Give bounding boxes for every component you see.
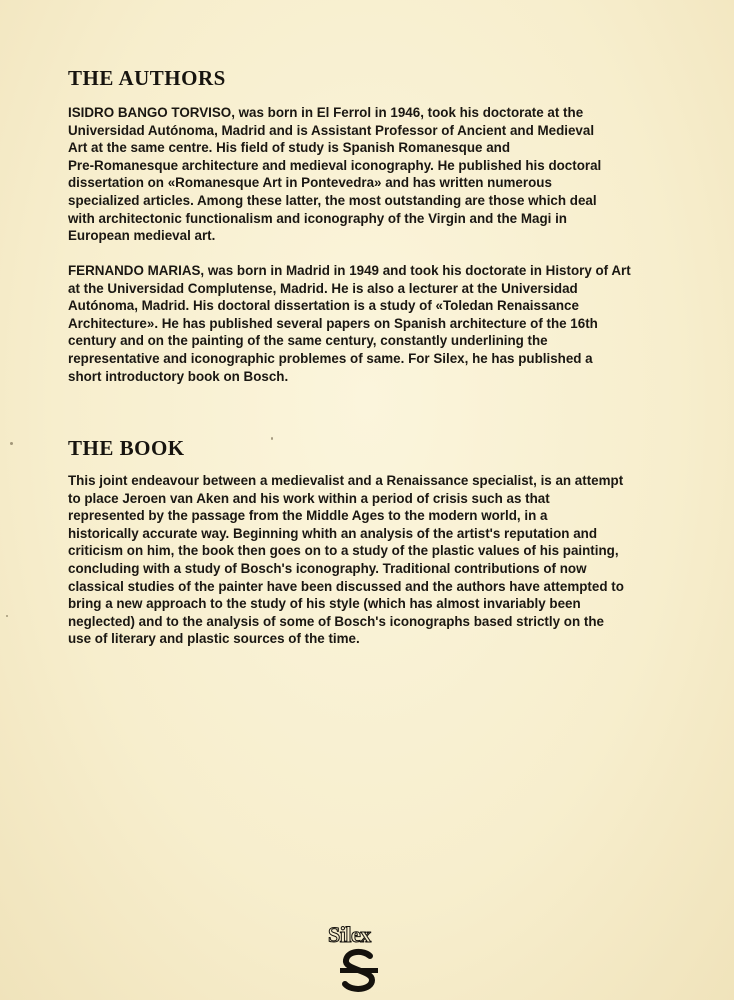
paper-speck <box>10 442 13 445</box>
book-line: concluding with a study of Bosch's iconography. Traditional contributions of now <box>68 560 587 576</box>
marias-line: short introductory book on Bosch. <box>68 368 289 384</box>
bango-line: with architectonic functionalism and iconography of the Virgin and the Magi in <box>68 210 567 226</box>
book-line: represented by the passage from the Middle Ages to the modern world, in a <box>68 508 548 524</box>
publisher-logo <box>318 920 398 1000</box>
bango-line: Universidad Autónoma, Madrid and is Assistant Professor of Ancient and Medieval <box>68 122 595 138</box>
book-line: This joint endeavour between a medievalist and a Renaissance specialist, is an attempt <box>68 473 624 488</box>
book-line: historically accurate way. Beginning whith an analysis of the artist's reputation and <box>68 525 598 541</box>
bango-line: European medieval art. <box>68 228 216 244</box>
book-description <box>68 472 668 648</box>
bango-line: ISIDRO BANGO TORVISO, was born in El Ferrol in 1946, took his doctorate at the <box>68 105 584 120</box>
bango-line: specialized articles. Among these latter, the most outstanding are those which deal <box>68 192 597 208</box>
book-line: to place Jeroen van Aken and his work within a period of crisis such as that <box>68 490 550 506</box>
marias-line: Architecture». He has published several papers on Spanish architecture of the 16th <box>68 315 598 331</box>
marias-biography <box>68 262 668 385</box>
paper-speck <box>271 437 273 440</box>
paper-speck <box>6 615 8 617</box>
marias-line: FERNANDO MARIAS, was born in Madrid in 1949 and took his doctorate in History of Art <box>68 263 631 278</box>
authors-heading: THE AUTHORS <box>68 66 226 90</box>
bango-line: Pre-Romanesque architecture and medieval iconography. He published his doctoral <box>68 157 602 173</box>
bango-line: Art at the same centre. His field of study is Spanish Romanesque and <box>68 140 510 156</box>
silex-s-icon <box>336 948 382 994</box>
book-line: use of literary and plastic sources of the time. <box>68 631 360 647</box>
book-line: criticism on him, the book then goes on to a study of the plastic values of his painting, <box>68 543 619 559</box>
marias-line: representative and iconographic problemes of same. For Silex, he has published a <box>68 350 593 366</box>
publisher-wordmark: Silex <box>328 922 371 947</box>
book-heading: THE BOOK <box>68 436 185 460</box>
book-line: bring a new approach to the study of his style (which has almost invariably been <box>68 596 581 612</box>
marias-line: century and on the painting of the same century, constantly underlining the <box>68 333 548 349</box>
bango-line: dissertation on «Romanesque Art in Pontevedra» and has written numerous <box>68 175 552 191</box>
book-line: classical studies of the painter have been discussed and the authors have attempted to <box>68 578 624 594</box>
marias-line: Autónoma, Madrid. His doctoral dissertation is a study of «Toledan Renaissance <box>68 298 579 314</box>
marias-line: at the Universidad Complutense, Madrid. He is also a lecturer at the Universidad <box>68 280 578 296</box>
book-line: neglected) and to the analysis of some of Bosch's iconographs based strictly on the <box>68 613 604 629</box>
bango-biography <box>68 104 668 245</box>
